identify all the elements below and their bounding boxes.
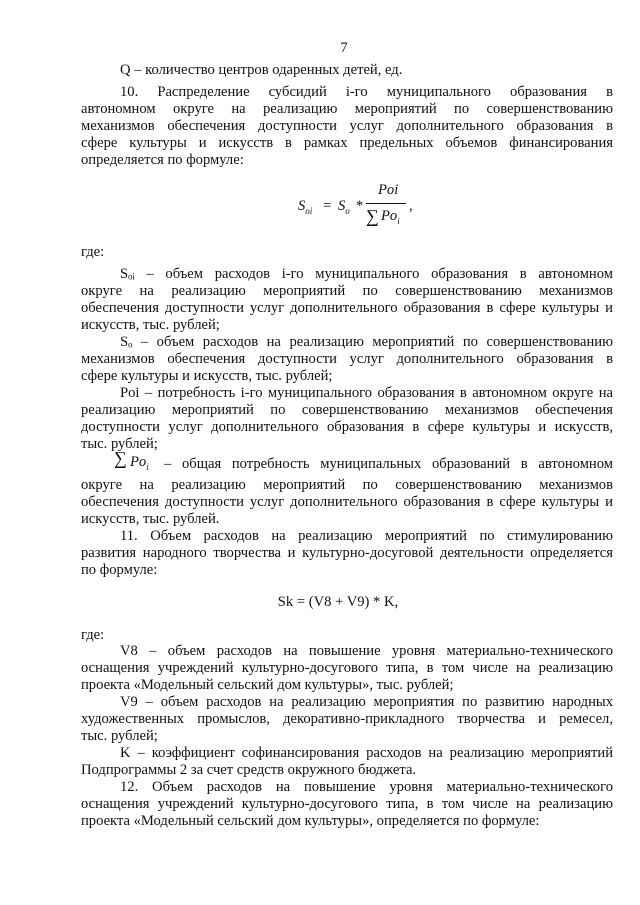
text-line: Sₒ – объем расходов на реализацию мероприятий по совершенствованию: [120, 334, 613, 350]
text-line: V9 – объем расходов на реализацию мероприятия по развитию народных: [120, 694, 613, 710]
formula-denominator: $Po_i$: [381, 208, 400, 226]
formula-multiply: *: [356, 198, 364, 214]
text-line: K – коэффициент софинансирования расходов на реализацию мероприятий: [120, 745, 613, 761]
sum-term: $Po_i$: [130, 454, 149, 472]
text-line: сфере культуры и искусств в рамках предельных объемов финансирования: [81, 135, 613, 151]
text-line: округе на реализацию мероприятий по совершенствованию механизмов: [81, 477, 613, 493]
text-line: тыс. рублей;: [81, 436, 158, 452]
text-line: сфере культуры и искусств, тыс. рублей;: [81, 368, 333, 384]
text-line: Q – количество центров одаренных детей, ед.: [120, 62, 403, 78]
text-line: искусств, тыс. рублей;: [81, 317, 220, 333]
text-line: V8 – объем расходов на повышение уровня материально-технического: [120, 643, 613, 659]
text-line: 10. Распределение субсидий i-го муниципального образования в: [120, 84, 613, 100]
formula-so: $S_o$: [338, 198, 350, 216]
text-line: тыс. рублей;: [81, 728, 158, 744]
text-line: реализацию мероприятий по совершенствованию механизмов обеспечения: [81, 402, 613, 418]
text-line: механизмов обеспечения доступности услуг дополнительного образования в: [81, 351, 613, 367]
text-line: проекта «Модельный сельский дом культуры», тыс. рублей;: [81, 677, 454, 693]
formula-numerator: Poi: [378, 182, 399, 198]
formula-equals: =: [323, 198, 332, 214]
text-line: автономном округе на реализацию мероприятий по совершенствованию: [81, 101, 613, 117]
text-line: – общая потребность муниципальных образований в автономном: [164, 456, 613, 472]
text-line: 12. Объем расходов на повышение уровня материально-технического: [120, 779, 613, 795]
text-line: где:: [81, 244, 105, 260]
text-line: оснащения учреждений культурно-досугового типа, в том числе на реализацию: [81, 660, 613, 676]
formula-tail: ,: [409, 198, 413, 214]
text-line: проекта «Модельный сельский дом культуры», определяется по формуле:: [81, 813, 540, 829]
page-number: 7: [340, 40, 348, 56]
fraction-bar: [366, 203, 406, 204]
text-line: развития народного творчества и культурно-досуговой деятельности определяется: [81, 545, 613, 561]
text-line: определяется по формуле:: [81, 152, 244, 168]
text-line: доступности услуг дополнительного образования в сфере культуры и искусств,: [81, 419, 613, 435]
text-line: Poi – потребность i-го муниципального образования в автономном округе на: [120, 385, 613, 401]
text-line: оснащения учреждений культурно-досугового типа, в том числе на реализацию: [81, 796, 613, 812]
text-line: по формуле:: [81, 562, 158, 578]
text-line: искусств, тыс. рублей.: [81, 511, 220, 527]
sum-symbol: ∑: [366, 206, 379, 226]
formula-sk: Sk = (V8 + V9) * K,: [277, 594, 399, 610]
text-line: где:: [81, 627, 105, 643]
text-line: художественных промыслов, декоративно-прикладного творчества и ремесел,: [81, 711, 613, 727]
text-line: Sₒᵢ – объем расходов i-го муниципального образования в автономном: [120, 266, 613, 282]
text-line: Подпрограммы 2 за счет средств окружного бюджета.: [81, 762, 417, 778]
text-line: обеспечения доступности услуг дополнительного образования в сфере культуры и: [81, 494, 613, 510]
text-line: механизмов обеспечения доступности услуг дополнительного образования в: [81, 118, 613, 134]
text-line: округе на реализацию мероприятий по совершенствованию механизмов: [81, 283, 613, 299]
sum-symbol: ∑: [114, 448, 127, 468]
text-line: обеспечения доступности услуг дополнительного образования в сфере культуры и: [81, 300, 613, 316]
formula-lhs: $S_{oi}$: [298, 198, 313, 216]
text-line: 11. Объем расходов на реализацию мероприятий по стимулированию: [120, 528, 613, 544]
